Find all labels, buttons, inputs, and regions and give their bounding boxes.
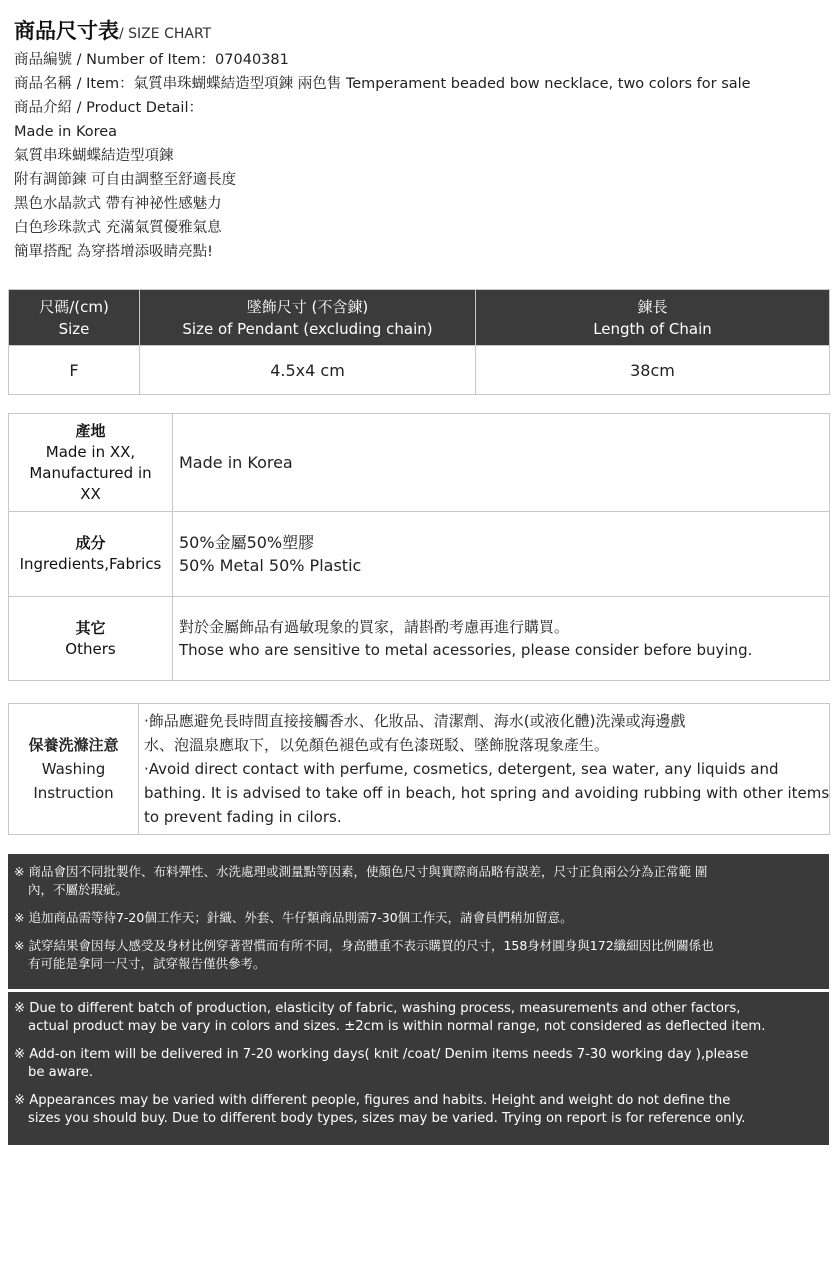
notice-line: be aware. <box>28 1065 94 1080</box>
washing-line: ·飾品應避免長時間直接接觸香水、化妝品、清潔劑、海水(或液化體)洗澡或海邊戲 <box>144 712 686 730</box>
size-table <box>8 289 830 395</box>
detail-line: 黑色水晶款式 帶有神祕性感魅力 <box>14 196 222 212</box>
notice-item <box>14 909 819 927</box>
ingredients-row <box>9 512 830 597</box>
notice-box-zh <box>8 854 829 989</box>
notice-item <box>14 1092 821 1128</box>
item-name: 商品名稱 / Item：氣質串珠蝴蝶結造型項鍊 兩色售 Temperament beaded bow necklace, two colors for sale <box>14 76 751 92</box>
washing-line: 水、泡溫泉應取下，以免顏色褪色或有色漆斑駁、墜飾脫落現象產生。 <box>144 736 610 754</box>
origin-label <box>9 414 173 512</box>
ingredients-value-zh: 50%金屬50%塑膠 <box>179 533 315 552</box>
others-label <box>9 597 173 681</box>
others-label-en: Others <box>65 639 116 658</box>
notice-box-en <box>8 992 829 1145</box>
washing-label <box>9 704 139 835</box>
notice-line: ※ 試穿結果會因每人感受及身材比例穿著習慣而有所不同，身高體重不表示購買的尺寸，158身材圓身與172纖細因比例關係也 <box>14 938 714 953</box>
notice-item <box>14 1046 821 1082</box>
header-en: Size of Pendant (excluding chain) <box>182 319 433 338</box>
origin-label-en: Made in XX, <box>45 442 136 461</box>
chain-length-cell: 38cm <box>476 346 830 395</box>
product-detail-label: 商品介紹 / Product Detail： <box>14 100 203 116</box>
washing-label-zh: 保養洗滌注意 <box>28 736 119 754</box>
washing-line: ·Avoid direct contact with perfume, cosmetics, detergent, sea water, any liquids and <box>144 760 779 778</box>
notice-line: actual product may be vary in colors and sizes. ±2cm is within normal range, not considered as deflected item. <box>28 1019 766 1034</box>
others-value <box>173 597 830 681</box>
notice-line: ※ Add-on item will be delivered in 7-20 working days( knit /coat/ Denim items needs 7-30 working day ),please <box>14 1047 749 1062</box>
notice-item <box>14 1000 821 1036</box>
header-en: Length of Chain <box>593 319 712 338</box>
washing-value <box>139 704 830 835</box>
notice-line: ※ Due to different batch of production, elasticity of fabric, washing process, measurements and other factors, <box>14 1001 741 1016</box>
notice-line: ※ 商品會因不同批製作、布料彈性、水洗處理或測量點等因素，使顏色尺寸與實際商品略有誤差，尺寸正負兩公分為正常範 圍 <box>14 864 708 879</box>
origin-label-zh: 產地 <box>75 421 106 440</box>
washing-row <box>9 704 830 835</box>
product-header <box>14 14 824 264</box>
notice-line: 有可能是拿同一尺寸，試穿報告僅供參考。 <box>28 956 266 971</box>
washing-label-en: Instruction <box>33 784 114 802</box>
size-column-header <box>9 290 140 346</box>
ingredients-label <box>9 512 173 597</box>
header-zh: 尺碼/(cm) <box>39 297 109 316</box>
notice-line: sizes you should buy. Due to different body types, sizes may be varied. Trying on report is for reference only. <box>28 1111 746 1126</box>
size-cell: F <box>9 346 140 395</box>
table-row <box>9 346 830 395</box>
others-label-zh: 其它 <box>75 618 106 637</box>
page-title <box>14 14 824 48</box>
detail-line: 附有調節鍊 可自由調整至舒適長度 <box>14 172 237 188</box>
ingredients-label-zh: 成分 <box>75 534 106 552</box>
notice-item <box>14 937 819 973</box>
origin-label-en: Manufactured in <box>29 463 152 482</box>
others-row <box>9 597 830 681</box>
notice-line: ※ 追加商品需等待7-20個工作天；針織、外套、牛仔類商品則需7-30個工作天，請會員們稍加留意。 <box>14 910 573 925</box>
washing-line: to prevent fading in cilors. <box>144 808 342 826</box>
ingredients-value-en: 50% Metal 50% Plastic <box>179 556 362 575</box>
detail-line: 白色珍珠款式 充滿氣質優雅氣息 <box>14 220 222 236</box>
detail-line: Made in Korea <box>14 124 118 140</box>
origin-row <box>9 414 830 512</box>
header-zh: 鍊長 <box>637 297 668 316</box>
washing-line: bathing. It is advised to take off in beach, hot spring and avoiding rubbing with other items <box>144 784 830 802</box>
others-value-en: Those who are sensitive to metal acessories, please consider before buying. <box>179 640 753 659</box>
notice-line: ※ Appearances may be varied with different people, figures and habits. Height and weight do not define the <box>14 1093 731 1108</box>
origin-value-text: Made in Korea <box>179 453 293 472</box>
washing-table <box>8 703 830 835</box>
detail-line: 氣質串珠蝴蝶結造型項鍊 <box>14 148 174 164</box>
notice-item <box>14 863 819 899</box>
pendant-column-header <box>140 290 476 346</box>
product-info-table <box>8 413 830 681</box>
origin-label-en: XX <box>80 484 101 503</box>
ingredients-label-en: Ingredients,Fabrics <box>19 555 162 573</box>
header-en: Size <box>58 319 90 338</box>
title-sub: / SIZE CHART <box>119 26 212 42</box>
pendant-size-cell: 4.5x4 cm <box>140 346 476 395</box>
notice-line: 內，不屬於瑕疵。 <box>28 882 129 897</box>
washing-label-en: Washing <box>41 760 106 778</box>
header-zh: 墜飾尺寸 (不含鍊) <box>246 297 369 316</box>
ingredients-value <box>173 512 830 597</box>
origin-value <box>173 414 830 512</box>
detail-line: 簡單搭配 為穿搭增添吸睛亮點! <box>14 244 213 260</box>
chain-column-header <box>476 290 830 346</box>
title-main: 商品尺寸表 <box>14 19 119 43</box>
item-number: 商品編號 / Number of Item：07040381 <box>14 52 289 68</box>
size-table-header-row <box>9 290 830 346</box>
others-value-zh: 對於金屬飾品有過敏現象的買家，請斟酌考慮再進行購買。 <box>179 617 570 636</box>
